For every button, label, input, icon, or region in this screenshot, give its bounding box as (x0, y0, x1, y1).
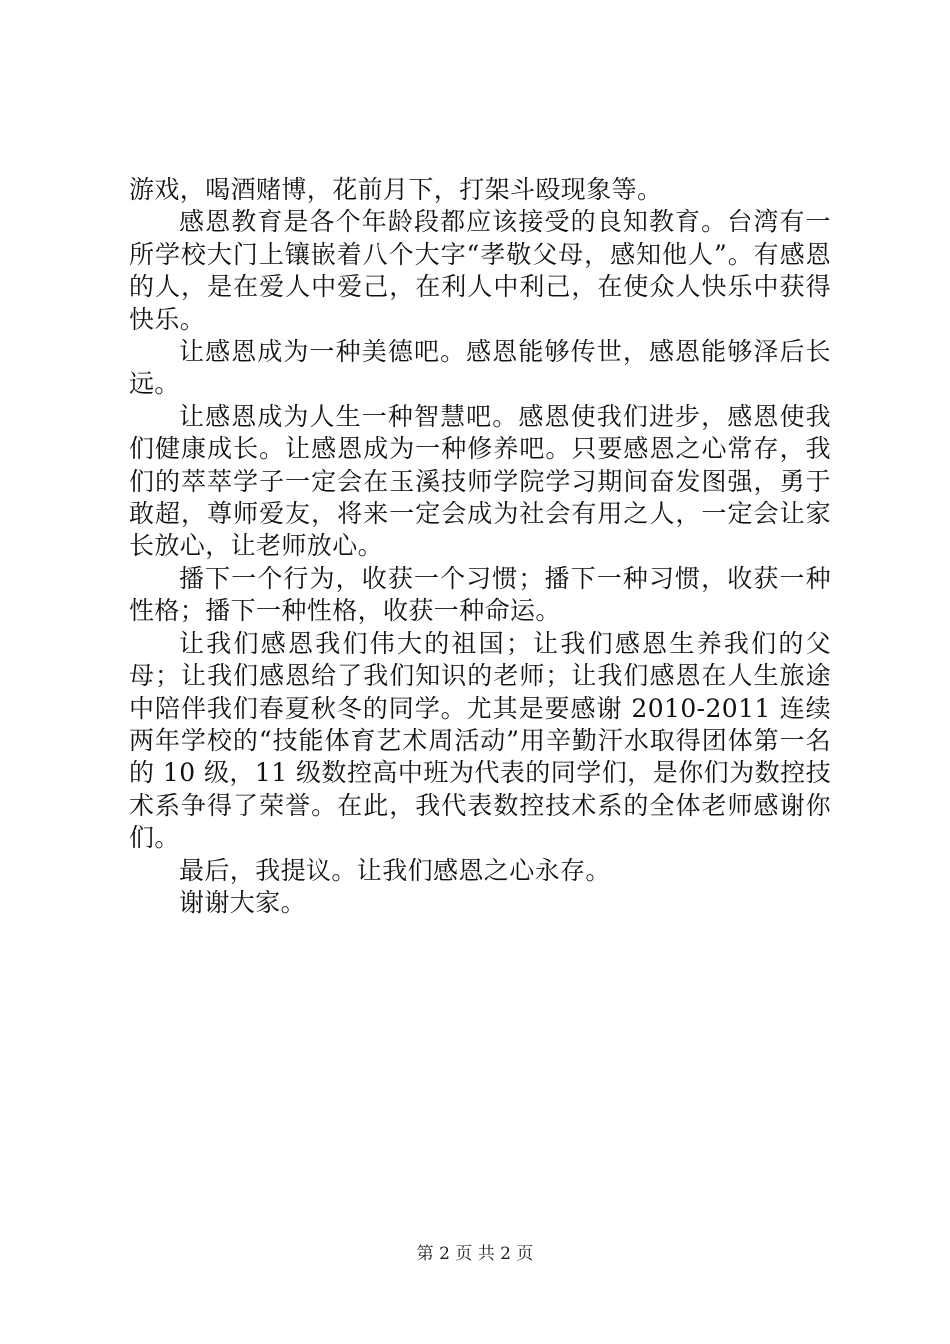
paragraph-gratitude-education: 感恩教育是各个年龄段都应该接受的良知教育。台湾有一所学校大门上镶嵌着八个大字“孝敬父母，感知他人”。有感恩的人，是在爱人中爱己，在利人中利己，在使众人快乐中获得快乐。 (129, 207, 831, 334)
page-number-label: 第 2 页 共 2 页 (416, 1244, 534, 1264)
document-body (129, 174, 831, 919)
paragraph-habit: 播下一个行为，收获一个习惯；播下一种习惯，收获一种性格；播下一种性格，收获一种命运。 (129, 563, 831, 626)
page-footer (0, 1243, 950, 1265)
paragraph-wisdom: 让感恩成为人生一种智慧吧。感恩使我们进步，感恩使我们健康成长。让感恩成为一种修养吧。只要感恩之心常存，我们的萃萃学子一定会在玉溪技师学院学习期间奋发图强，勇于敢超，尊师爱友，将来一定会成为社会有用之人，一定会让家长放心，让老师放心。 (129, 401, 831, 561)
paragraph-continuation: 游戏，喝酒赌博，花前月下，打架斗殴现象等。 (129, 175, 663, 204)
paragraph-virtue: 让感恩成为一种美德吧。感恩能够传世，感恩能够泽后长远。 (129, 337, 831, 399)
paragraph-closing-proposal: 最后，我提议。让我们感恩之心永存。 (179, 855, 611, 885)
paragraph-thank-you: 谢谢大家。 (179, 887, 307, 917)
paragraph-thanks: 让我们感恩我们伟大的祖国；让我们感恩生养我们的父母；让我们感恩给了我们知识的老师；让我们感恩在人生旅途中陪伴我们春夏秋冬的同学。尤其是要感谢 2010-2011 连续两年学校的“技能体育艺术周活动”用辛勤汗水取得团体第一名的 10 级，11 级数控高中班为代表的同学们，是你们为数控技术系争得了荣誉。在此，我代表数控技术系的全体老师感谢你们。 (129, 628, 831, 853)
